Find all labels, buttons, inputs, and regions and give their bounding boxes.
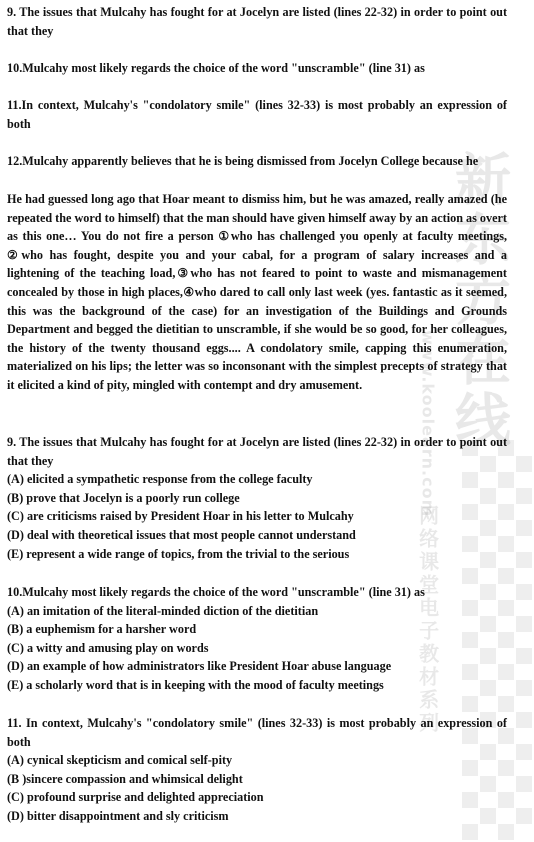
watermark-square — [516, 552, 532, 568]
watermark-square — [462, 824, 478, 840]
question-10-option-a[interactable]: (A) an imitation of the literal-minded diction of the dietitian — [7, 603, 319, 618]
watermark-square — [462, 568, 478, 584]
reading-passage: He had guessed long ago that Hoar meant to dismiss him, but he was amazed, really amazed (he repeated the word to himself) that the man should have given himself away by an action as overt as this one… You do not fire a person ①who has challenged you openly at faculty meetings, ②who has fought, despite you and your cabal, for a program of salary increases and a lightening of the teaching load,③who has not feared to point to waste and mismanagement concealed by those in high places,④who dared to call only last week (yes. fantastic as it seemed, this was the background of the case) for an investigation of the Buildings and Grounds Department and begged the dietitian to unscramble, if she would be so good, for her colleagues, the history of the twenty thousand eggs.... A condolatory smile, capping this enumeration, materialized on his lips; the letter was so inconsonant with the simplest precepts of strategy that it elicited a kind of pity, mingled with contempt and dry amusement. — [7, 192, 507, 392]
watermark-square — [516, 680, 532, 696]
watermark-square — [498, 824, 514, 840]
question-9-option-d[interactable]: (D) deal with theoretical issues that most people cannot understand — [7, 527, 356, 542]
watermark-big: 新东方在线 — [446, 150, 511, 450]
watermark-square — [516, 616, 532, 632]
watermark-url: www.koolearn.com — [418, 330, 438, 518]
question-10-stem: 10.Mulcahy most likely regards the choice of the word "unscramble" (line 31) as — [7, 585, 425, 599]
watermark-square — [516, 456, 532, 472]
watermark-square — [516, 584, 532, 600]
question-9-option-e[interactable]: (E) represent a wide range of topics, from the trivial to the serious — [7, 546, 350, 561]
question-11-option-d[interactable]: (D) bitter disappointment and sly criticism — [7, 808, 229, 823]
question-10 — [7, 583, 507, 695]
question-11-stem: 11. In context, Mulcahy's "condolatory smile" (lines 32-33) is most probably an expression of both — [7, 716, 507, 749]
question-11 — [7, 714, 507, 826]
question-9-stem: 9. The issues that Mulcahy has fought for at Jocelyn are listed (lines 22-32) in order to point out that they — [7, 435, 507, 468]
question-11-option-a[interactable]: (A) cynical skepticism and comical self-pity — [7, 753, 233, 768]
question-9-option-c[interactable]: (C) are criticisms raised by President Hoar in his letter to Mulcahy — [7, 509, 354, 524]
question-10-option-e[interactable]: (E) a scholarly word that is in keeping with the mood of faculty meetings — [7, 677, 384, 692]
watermark-square — [516, 808, 532, 824]
watermark-square — [516, 648, 532, 664]
question-9-option-a[interactable]: (A) elicited a sympathetic response from the college faculty — [7, 472, 313, 487]
watermark-square — [516, 520, 532, 536]
watermark-square — [516, 712, 532, 728]
question-11-prompt: 11.In context, Mulcahy's "condolatory smile" (lines 32-33) is most probably an expression of both — [7, 98, 507, 131]
question-10-option-d[interactable]: (D) an example of how administrators like President Hoar abuse language — [7, 659, 392, 674]
watermark-square — [498, 696, 514, 712]
watermark-square — [516, 744, 532, 760]
question-9-prompt: 9. The issues that Mulcahy has fought for at Jocelyn are listed (lines 22-32) in order to point out that they — [7, 5, 507, 38]
question-11-option-b[interactable]: (B )sincere compassion and whimsical delight — [7, 771, 243, 786]
watermark-series: 网络课堂电子教材系列 — [415, 505, 440, 735]
question-12-prompt: 12.Mulcahy apparently believes that he is being dismissed from Jocelyn College because he — [7, 154, 479, 168]
question-10-option-c[interactable]: (C) a witty and amusing play on words — [7, 640, 209, 655]
watermark-square — [498, 568, 514, 584]
question-10-option-b[interactable]: (B) a euphemism for a harsher word — [7, 622, 197, 637]
question-9-option-b[interactable]: (B) prove that Jocelyn is a poorly run college — [7, 490, 240, 505]
question-11-option-c[interactable]: (C) profound surprise and delighted appreciation — [7, 790, 264, 805]
question-9 — [7, 433, 507, 563]
watermark-square — [516, 488, 532, 504]
question-10-prompt: 10.Mulcahy most likely regards the choice of the word "unscramble" (line 31) as — [7, 61, 425, 75]
watermark-square — [462, 696, 478, 712]
watermark-square — [516, 776, 532, 792]
